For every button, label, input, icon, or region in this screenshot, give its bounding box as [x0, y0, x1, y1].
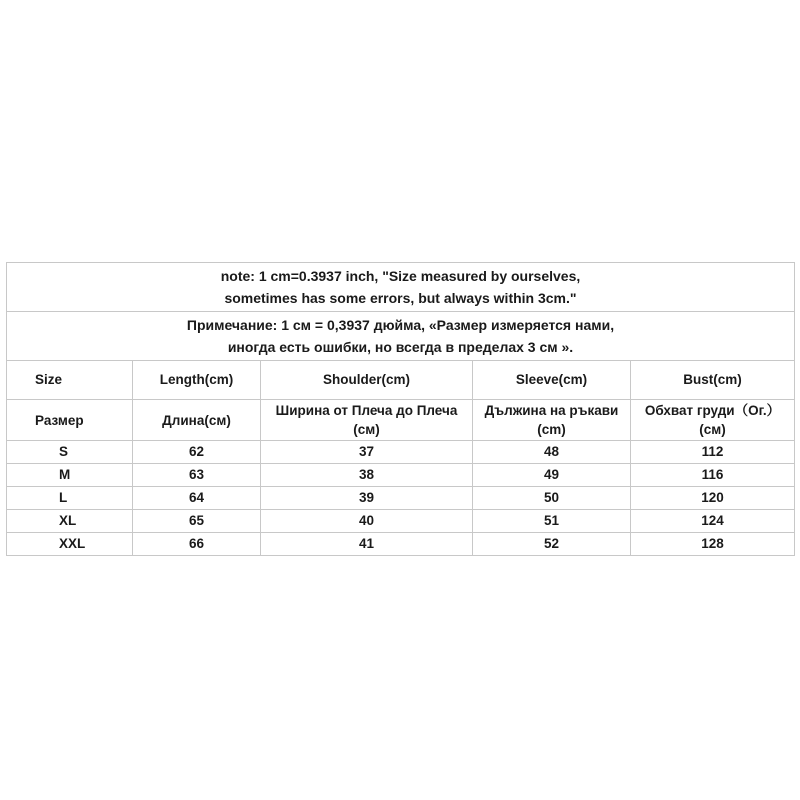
cell-bust: 128 — [631, 533, 795, 556]
note-russian — [7, 312, 795, 361]
cell-length: 64 — [133, 487, 261, 510]
header-local-shoulder — [261, 400, 473, 441]
header-local-bust-line-2: (см) — [699, 422, 726, 437]
cell-size: M — [7, 464, 133, 487]
note-english-line-2: sometimes has some errors, but always within 3cm." — [224, 290, 577, 306]
cell-bust: 112 — [631, 441, 795, 464]
cell-bust: 116 — [631, 464, 795, 487]
header-local-sleeve-line-1: Дължина на ръкави — [484, 403, 619, 418]
cell-length: 63 — [133, 464, 261, 487]
table-row — [7, 510, 795, 533]
note-english — [7, 263, 795, 312]
cell-shoulder: 41 — [261, 533, 473, 556]
cell-sleeve: 49 — [473, 464, 631, 487]
cell-shoulder: 37 — [261, 441, 473, 464]
header-local-length — [133, 400, 261, 441]
header-local-bust — [631, 400, 795, 441]
cell-sleeve: 48 — [473, 441, 631, 464]
header-local-size — [7, 400, 133, 441]
note-russian-line-2: иногда есть ошибки, но всегда в пределах 3 см ». — [227, 339, 574, 355]
note-russian-row — [7, 312, 795, 361]
cell-shoulder: 39 — [261, 487, 473, 510]
note-english-row — [7, 263, 795, 312]
cell-shoulder: 38 — [261, 464, 473, 487]
header-local-bust-line-1: Обхват груди（Ог.） — [644, 403, 781, 418]
cell-bust: 120 — [631, 487, 795, 510]
table-row — [7, 464, 795, 487]
header-sleeve: Sleeve(cm) — [473, 361, 631, 400]
cell-sleeve: 50 — [473, 487, 631, 510]
header-length: Length(cm) — [133, 361, 261, 400]
cell-size: XXL — [7, 533, 133, 556]
cell-length: 62 — [133, 441, 261, 464]
header-row-english — [7, 361, 795, 400]
table-row — [7, 487, 795, 510]
header-local-shoulder-line-2: (см) — [353, 422, 380, 437]
note-russian-line-1: Примечание: 1 см = 0,3937 дюйма, «Размер измеряется нами, — [186, 317, 615, 333]
header-local-length-line-1: Длина(см) — [162, 412, 231, 428]
note-english-line-1: note: 1 cm=0.3937 inch, "Size measured by ourselves, — [220, 268, 581, 284]
size-table — [6, 262, 795, 556]
cell-size: L — [7, 487, 133, 510]
header-local-sleeve — [473, 400, 631, 441]
size-chart — [6, 262, 794, 556]
header-size: Size — [7, 361, 133, 400]
cell-size: S — [7, 441, 133, 464]
cell-bust: 124 — [631, 510, 795, 533]
table-row — [7, 441, 795, 464]
cell-sleeve: 52 — [473, 533, 631, 556]
cell-length: 65 — [133, 510, 261, 533]
cell-sleeve: 51 — [473, 510, 631, 533]
header-local-sleeve-line-2: (cm) — [537, 422, 566, 437]
header-bust: Bust(cm) — [631, 361, 795, 400]
header-local-size-line-1: Размер — [35, 412, 84, 428]
cell-size: XL — [7, 510, 133, 533]
cell-shoulder: 40 — [261, 510, 473, 533]
header-row-local — [7, 400, 795, 441]
header-local-shoulder-line-1: Ширина от Плеча до Плеча — [275, 403, 458, 418]
header-shoulder: Shoulder(cm) — [261, 361, 473, 400]
cell-length: 66 — [133, 533, 261, 556]
table-row — [7, 533, 795, 556]
